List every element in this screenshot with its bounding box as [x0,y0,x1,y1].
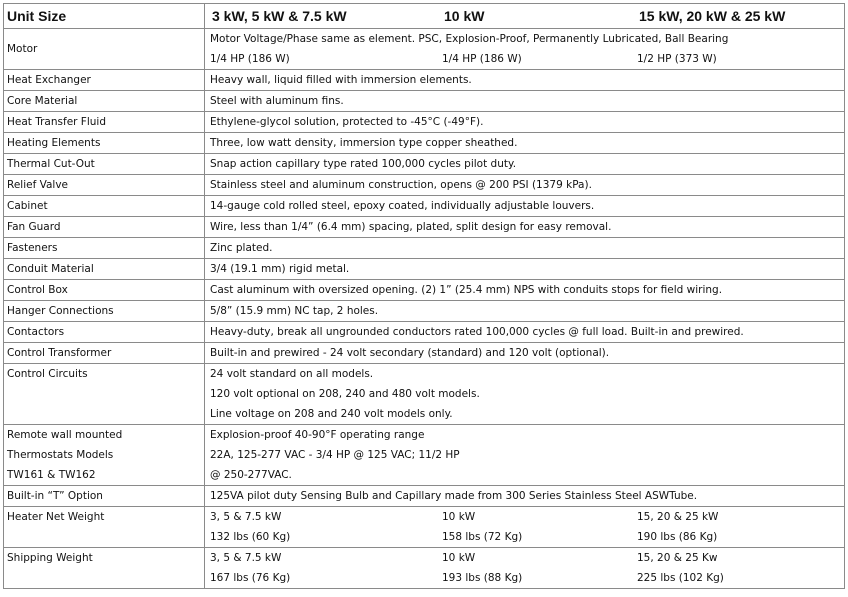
table-row [4,217,845,238]
row-value: Stainless steel and aluminum construction, opens @ 200 PSI (1379 kPa). [205,175,845,196]
table-row [4,364,845,425]
row-value: Zinc plated. [205,238,845,259]
row-label: Hanger Connections [4,301,205,322]
table-row [4,70,845,91]
row-value: Snap action capillary type rated 100,000 cycles pilot duty. [205,154,845,175]
row-label: Relief Valve [4,175,205,196]
row-label: Control Box [4,280,205,301]
row-value: 125VA pilot duty Sensing Bulb and Capillary made from 300 Series Stainless Steel ASWTube. [205,486,845,507]
row-value: Heavy-duty, break all ungrounded conductors rated 100,000 cycles @ full load. Built-in and prewired. [205,322,845,343]
row-label: Shipping Weight [4,548,205,589]
col2-header: 10 kW [444,8,485,24]
col3-header: 15 kW, 20 kW & 25 kW [639,8,786,24]
table-row [4,548,845,589]
spec-table [3,3,845,589]
table-row [4,486,845,507]
row-label: Built-in “T” Option [4,486,205,507]
row-label: Fan Guard [4,217,205,238]
size-columns-header [205,4,845,29]
row-label: Motor [4,29,205,70]
row-value: Ethylene-glycol solution, protected to -45°C (-49°F). [205,112,845,133]
row-label: Conduit Material [4,259,205,280]
row-value: 24 volt standard on all models. 120 volt optional on 208, 240 and 480 volt models. Line voltage on 208 and 240 volt models only. [205,364,845,425]
table-row [4,133,845,154]
table-row [4,154,845,175]
row-label: Heat Exchanger [4,70,205,91]
row-label: Fasteners [4,238,205,259]
row-value: Steel with aluminum fins. [205,91,845,112]
table-row [4,301,845,322]
row-value: 14-gauge cold rolled steel, epoxy coated, individually adjustable louvers. [205,196,845,217]
row-value: Motor Voltage/Phase same as element. PSC, Explosion-Proof, Permanently Lubricated, Ball Bearing 1/4 HP (186 W) 1/4 HP (186 W) 1/2 HP (373 W) [205,29,845,70]
row-label: Remote wall mounted Thermostats Models TW161 & TW162 [4,425,205,486]
row-value: 3, 5 & 7.5 kW 10 kW 15, 20 & 25 kW 132 lbs (60 Kg) 158 lbs (72 Kg) 190 lbs (86 Kg) [205,507,845,548]
row-value: Wire, less than 1/4” (6.4 mm) spacing, plated, split design for easy removal. [205,217,845,238]
header-row [4,4,845,29]
table-row [4,280,845,301]
row-value: Explosion-proof 40-90°F operating range 22A, 125-277 VAC - 3/4 HP @ 125 VAC; 11/2 HP @ 250-277VAC. [205,425,845,486]
table-row [4,238,845,259]
row-label: Cabinet [4,196,205,217]
table-row [4,322,845,343]
col1-header: 3 kW, 5 kW & 7.5 kW [212,8,347,24]
table-row [4,196,845,217]
table-row [4,112,845,133]
table-row [4,507,845,548]
row-value: Heavy wall, liquid filled with immersion elements. [205,70,845,91]
table-row [4,259,845,280]
table-row [4,425,845,486]
row-label: Control Transformer [4,343,205,364]
row-label: Control Circuits [4,364,205,425]
row-value: Built-in and prewired - 24 volt secondary (standard) and 120 volt (optional). [205,343,845,364]
row-value: 3, 5 & 7.5 kW 10 kW 15, 20 & 25 Kw 167 lbs (76 Kg) 193 lbs (88 Kg) 225 lbs (102 Kg) [205,548,845,589]
row-label: Thermal Cut-Out [4,154,205,175]
row-label: Core Material [4,91,205,112]
row-label: Heating Elements [4,133,205,154]
table-row [4,175,845,196]
row-label: Heater Net Weight [4,507,205,548]
table-row [4,29,845,70]
row-value: 3/4 (19.1 mm) rigid metal. [205,259,845,280]
row-value: 5/8” (15.9 mm) NC tap, 2 holes. [205,301,845,322]
table-row [4,343,845,364]
row-label: Contactors [4,322,205,343]
table-row [4,91,845,112]
row-value: Cast aluminum with oversized opening. (2) 1” (25.4 mm) NPS with conduits stops for field wiring. [205,280,845,301]
unit-size-header: Unit Size [4,4,205,29]
row-value: Three, low watt density, immersion type copper sheathed. [205,133,845,154]
row-label: Heat Transfer Fluid [4,112,205,133]
